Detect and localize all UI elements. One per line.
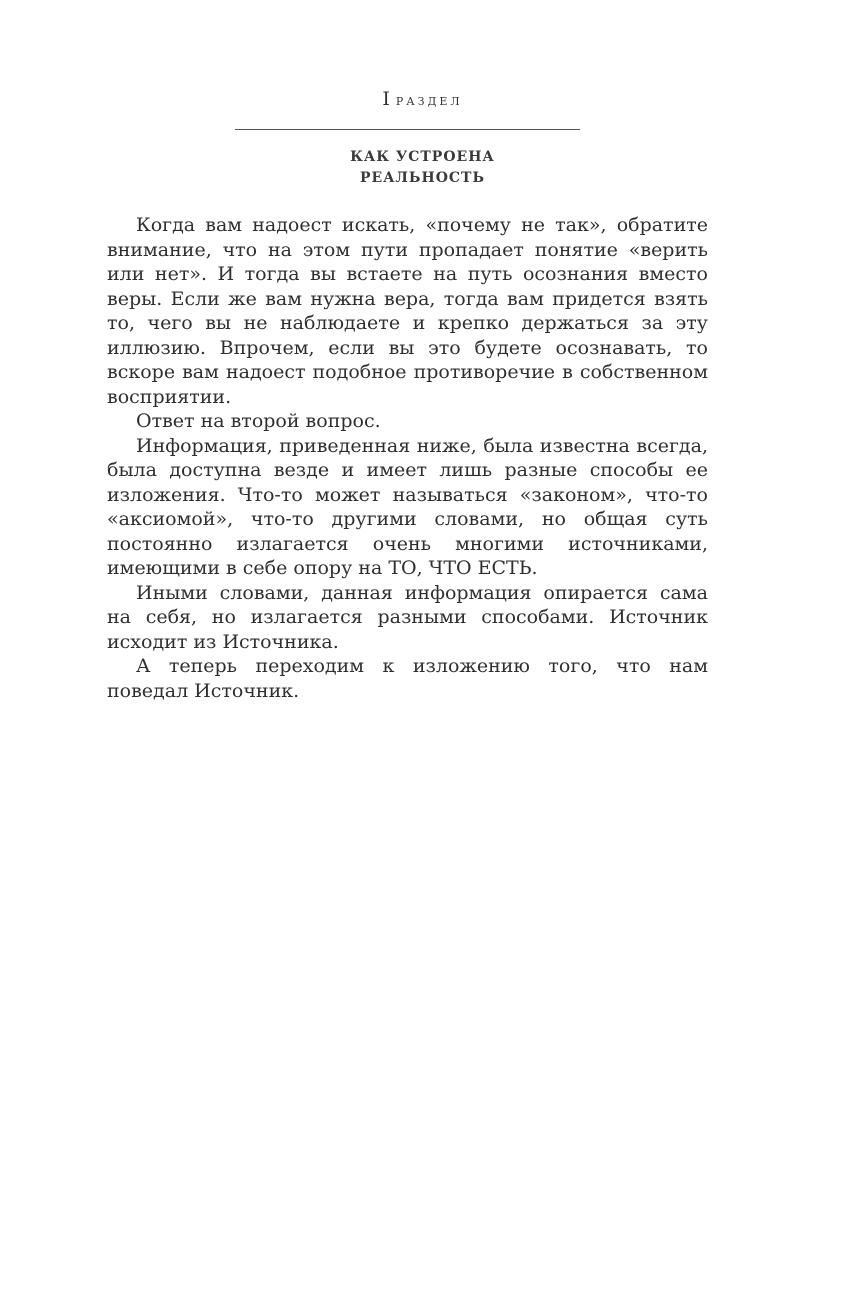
paragraph: Информация, приведенная ниже, была известна всегда, была доступна везде и имеет лишь разные способы ее изложения. Что-то может называться «законом», что-то «аксиомой», что-то другими словами, но общая суть постоянно излагается очень многими источниками, имеющими в себе опору на ТО, ЧТО ЕСТЬ. — [107, 434, 708, 579]
section-heading — [0, 88, 845, 110]
section-divider — [235, 129, 580, 130]
paragraph: Иными словами, данная информация опирается сама на себя, но излагается разными способами. Источник исходит из Источника. — [107, 581, 708, 653]
paragraph: Ответ на второй вопрос. — [136, 410, 381, 432]
section-number: I — [382, 88, 390, 110]
body-text — [107, 213, 708, 703]
paragraph: А теперь переходим к изложению того, что нам поведал Источник. — [107, 655, 708, 702]
chapter-title-line-2: РЕАЛЬНОСТЬ — [359, 170, 486, 186]
paragraph: Когда вам надоест искать, «почему не так», обратите внимание, что на этом пути пропадает понятие «верить или нет». И тогда вы встаете на путь осознания вместо веры. Если же вам нужна вера, тогда вам придется взять то, чего вы не наблюдаете и крепко держаться за эту иллюзию. Впрочем, если вы это будете осознавать, то вскоре вам надоест подобное противоречие в собственном восприятии. — [107, 214, 708, 408]
chapter-title — [0, 147, 845, 189]
section-label: раздел — [395, 91, 463, 109]
chapter-title-line-1: КАК УСТРОЕНА — [350, 149, 495, 165]
